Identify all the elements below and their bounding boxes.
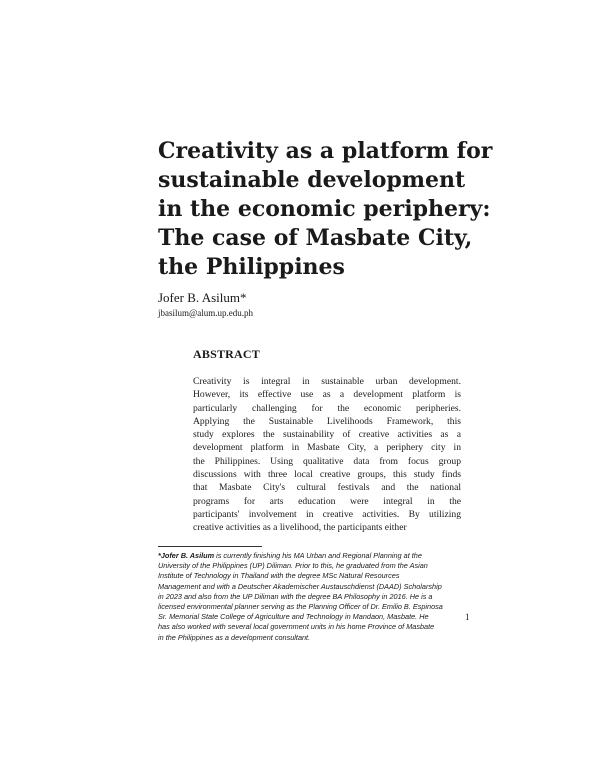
footnote-line: has also worked with several local government units in his home Province of Masbate [158, 622, 435, 632]
abstract-line: Creativity is integral in sustainable urban development. [193, 376, 461, 387]
abstract-line: discussions with three local creative groups, this study finds [193, 469, 461, 481]
footnote-line: Institute of Technology in Thailand with the degree MSc Natural Resources [158, 571, 400, 581]
footnote-line: in the Philippines as a development consultant. [158, 632, 311, 642]
page-number: 1 [465, 612, 470, 622]
abstract-heading: ABSTRACT [193, 347, 260, 361]
author-email: jbasilum@alum.up.edu.ph [158, 308, 254, 318]
title-line: The case of Masbate City, [158, 225, 473, 251]
abstract-line: programs for arts education were integral in the [193, 495, 461, 507]
author-footnote [158, 551, 463, 643]
abstract-body [193, 375, 461, 535]
abstract-line: development platform in Masbate City, a periphery city in [193, 442, 461, 454]
footnote-line: licensed environmental planner serving as the Planning Officer of Dr. Emilio B. Espinosa [158, 602, 443, 612]
abstract-line: study explores the sustainability of creative activities as a [193, 429, 461, 441]
footnote-line: University of the Philippines (UP) Diliman. Prior to this, he graduated from the Asian [158, 561, 428, 571]
abstract-line: Applying the Sustainable Livelihoods Framework, this [193, 415, 461, 427]
footnote-line [158, 551, 463, 561]
title-line: the Philippines [158, 254, 345, 280]
abstract-line: particularly challenging for the economic peripheries. [193, 402, 461, 414]
footnote-line: Sr. Memorial State College of Agriculture and Technology in Mandaon, Masbate. He [158, 612, 429, 622]
abstract-line: participants' involvement in creative activities. By utilizing [193, 508, 461, 520]
title-line: Creativity as a platform for [158, 138, 493, 164]
author-name: Jofer B. Asilum* [158, 290, 247, 305]
abstract-line: However, its effective use as a development platform is [193, 389, 461, 401]
paper-title [158, 137, 493, 282]
title-line: sustainable development [158, 167, 466, 193]
abstract-line: the Philippines. Using qualitative data from focus group [193, 455, 461, 467]
title-line: in the economic periphery: [158, 196, 491, 222]
abstract-line: creative activities as a livelihood, the participants either [193, 522, 407, 534]
footnote-divider [158, 546, 262, 547]
abstract-line: that Masbate City's cultural festivals and the national [193, 482, 461, 494]
footnote-author-name: *Jofer B. Asilum [158, 551, 215, 560]
footnote-line: Management and with a Deutscher Akademischer Austauschdienst (DAAD) Scholarship [158, 581, 442, 591]
footnote-line: in 2023 and also from the UP Diliman with the degree BA Philosophy in 2016. He is a [158, 591, 433, 601]
footnote-text: is currently finishing his MA Urban and Regional Planning at the [214, 551, 422, 560]
